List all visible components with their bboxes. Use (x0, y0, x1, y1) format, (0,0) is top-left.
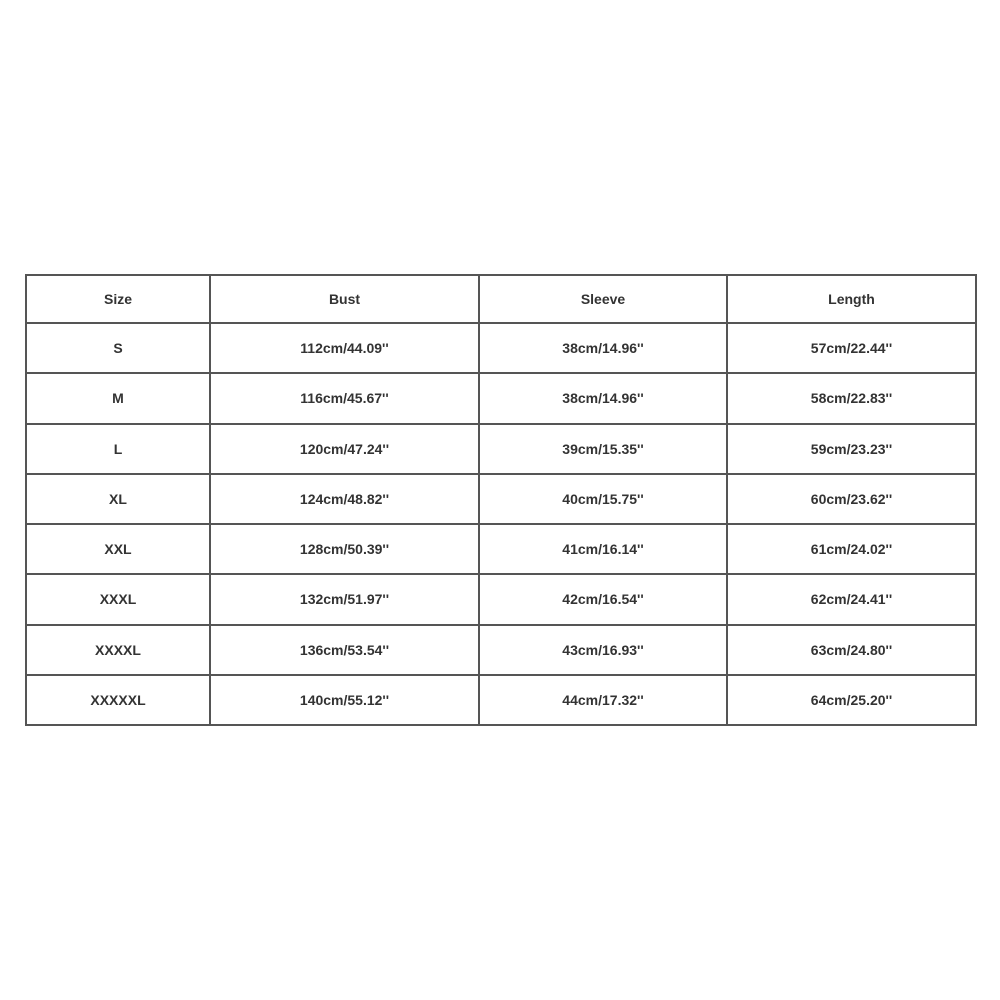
cell-sleeve: 38cm/14.96'' (479, 323, 727, 373)
cell-bust: 132cm/51.97'' (210, 574, 479, 624)
header-sleeve: Sleeve (479, 275, 727, 323)
table-row (26, 474, 976, 524)
cell-size: L (26, 424, 210, 474)
cell-length: 62cm/24.41'' (727, 574, 976, 624)
cell-bust: 124cm/48.82'' (210, 474, 479, 524)
cell-length: 63cm/24.80'' (727, 625, 976, 675)
cell-bust: 136cm/53.54'' (210, 625, 479, 675)
header-size: Size (26, 275, 210, 323)
cell-length: 58cm/22.83'' (727, 373, 976, 423)
cell-size: M (26, 373, 210, 423)
cell-size: S (26, 323, 210, 373)
table-row (26, 373, 976, 423)
cell-bust: 128cm/50.39'' (210, 524, 479, 574)
cell-length: 57cm/22.44'' (727, 323, 976, 373)
cell-size: XXXXXL (26, 675, 210, 725)
cell-sleeve: 40cm/15.75'' (479, 474, 727, 524)
cell-length: 61cm/24.02'' (727, 524, 976, 574)
cell-bust: 120cm/47.24'' (210, 424, 479, 474)
table-row (26, 625, 976, 675)
cell-sleeve: 38cm/14.96'' (479, 373, 727, 423)
cell-size: XXL (26, 524, 210, 574)
cell-sleeve: 43cm/16.93'' (479, 625, 727, 675)
table-header-row (26, 275, 976, 323)
size-chart-table (25, 274, 977, 726)
table-row (26, 424, 976, 474)
table-row (26, 675, 976, 725)
table-row (26, 524, 976, 574)
cell-sleeve: 41cm/16.14'' (479, 524, 727, 574)
table-row (26, 323, 976, 373)
cell-size: XXXL (26, 574, 210, 624)
cell-size: XXXXL (26, 625, 210, 675)
cell-length: 59cm/23.23'' (727, 424, 976, 474)
cell-length: 60cm/23.62'' (727, 474, 976, 524)
header-length: Length (727, 275, 976, 323)
cell-bust: 116cm/45.67'' (210, 373, 479, 423)
cell-sleeve: 42cm/16.54'' (479, 574, 727, 624)
cell-sleeve: 44cm/17.32'' (479, 675, 727, 725)
cell-size: XL (26, 474, 210, 524)
cell-bust: 140cm/55.12'' (210, 675, 479, 725)
cell-length: 64cm/25.20'' (727, 675, 976, 725)
header-bust: Bust (210, 275, 479, 323)
table-row (26, 574, 976, 624)
cell-sleeve: 39cm/15.35'' (479, 424, 727, 474)
cell-bust: 112cm/44.09'' (210, 323, 479, 373)
